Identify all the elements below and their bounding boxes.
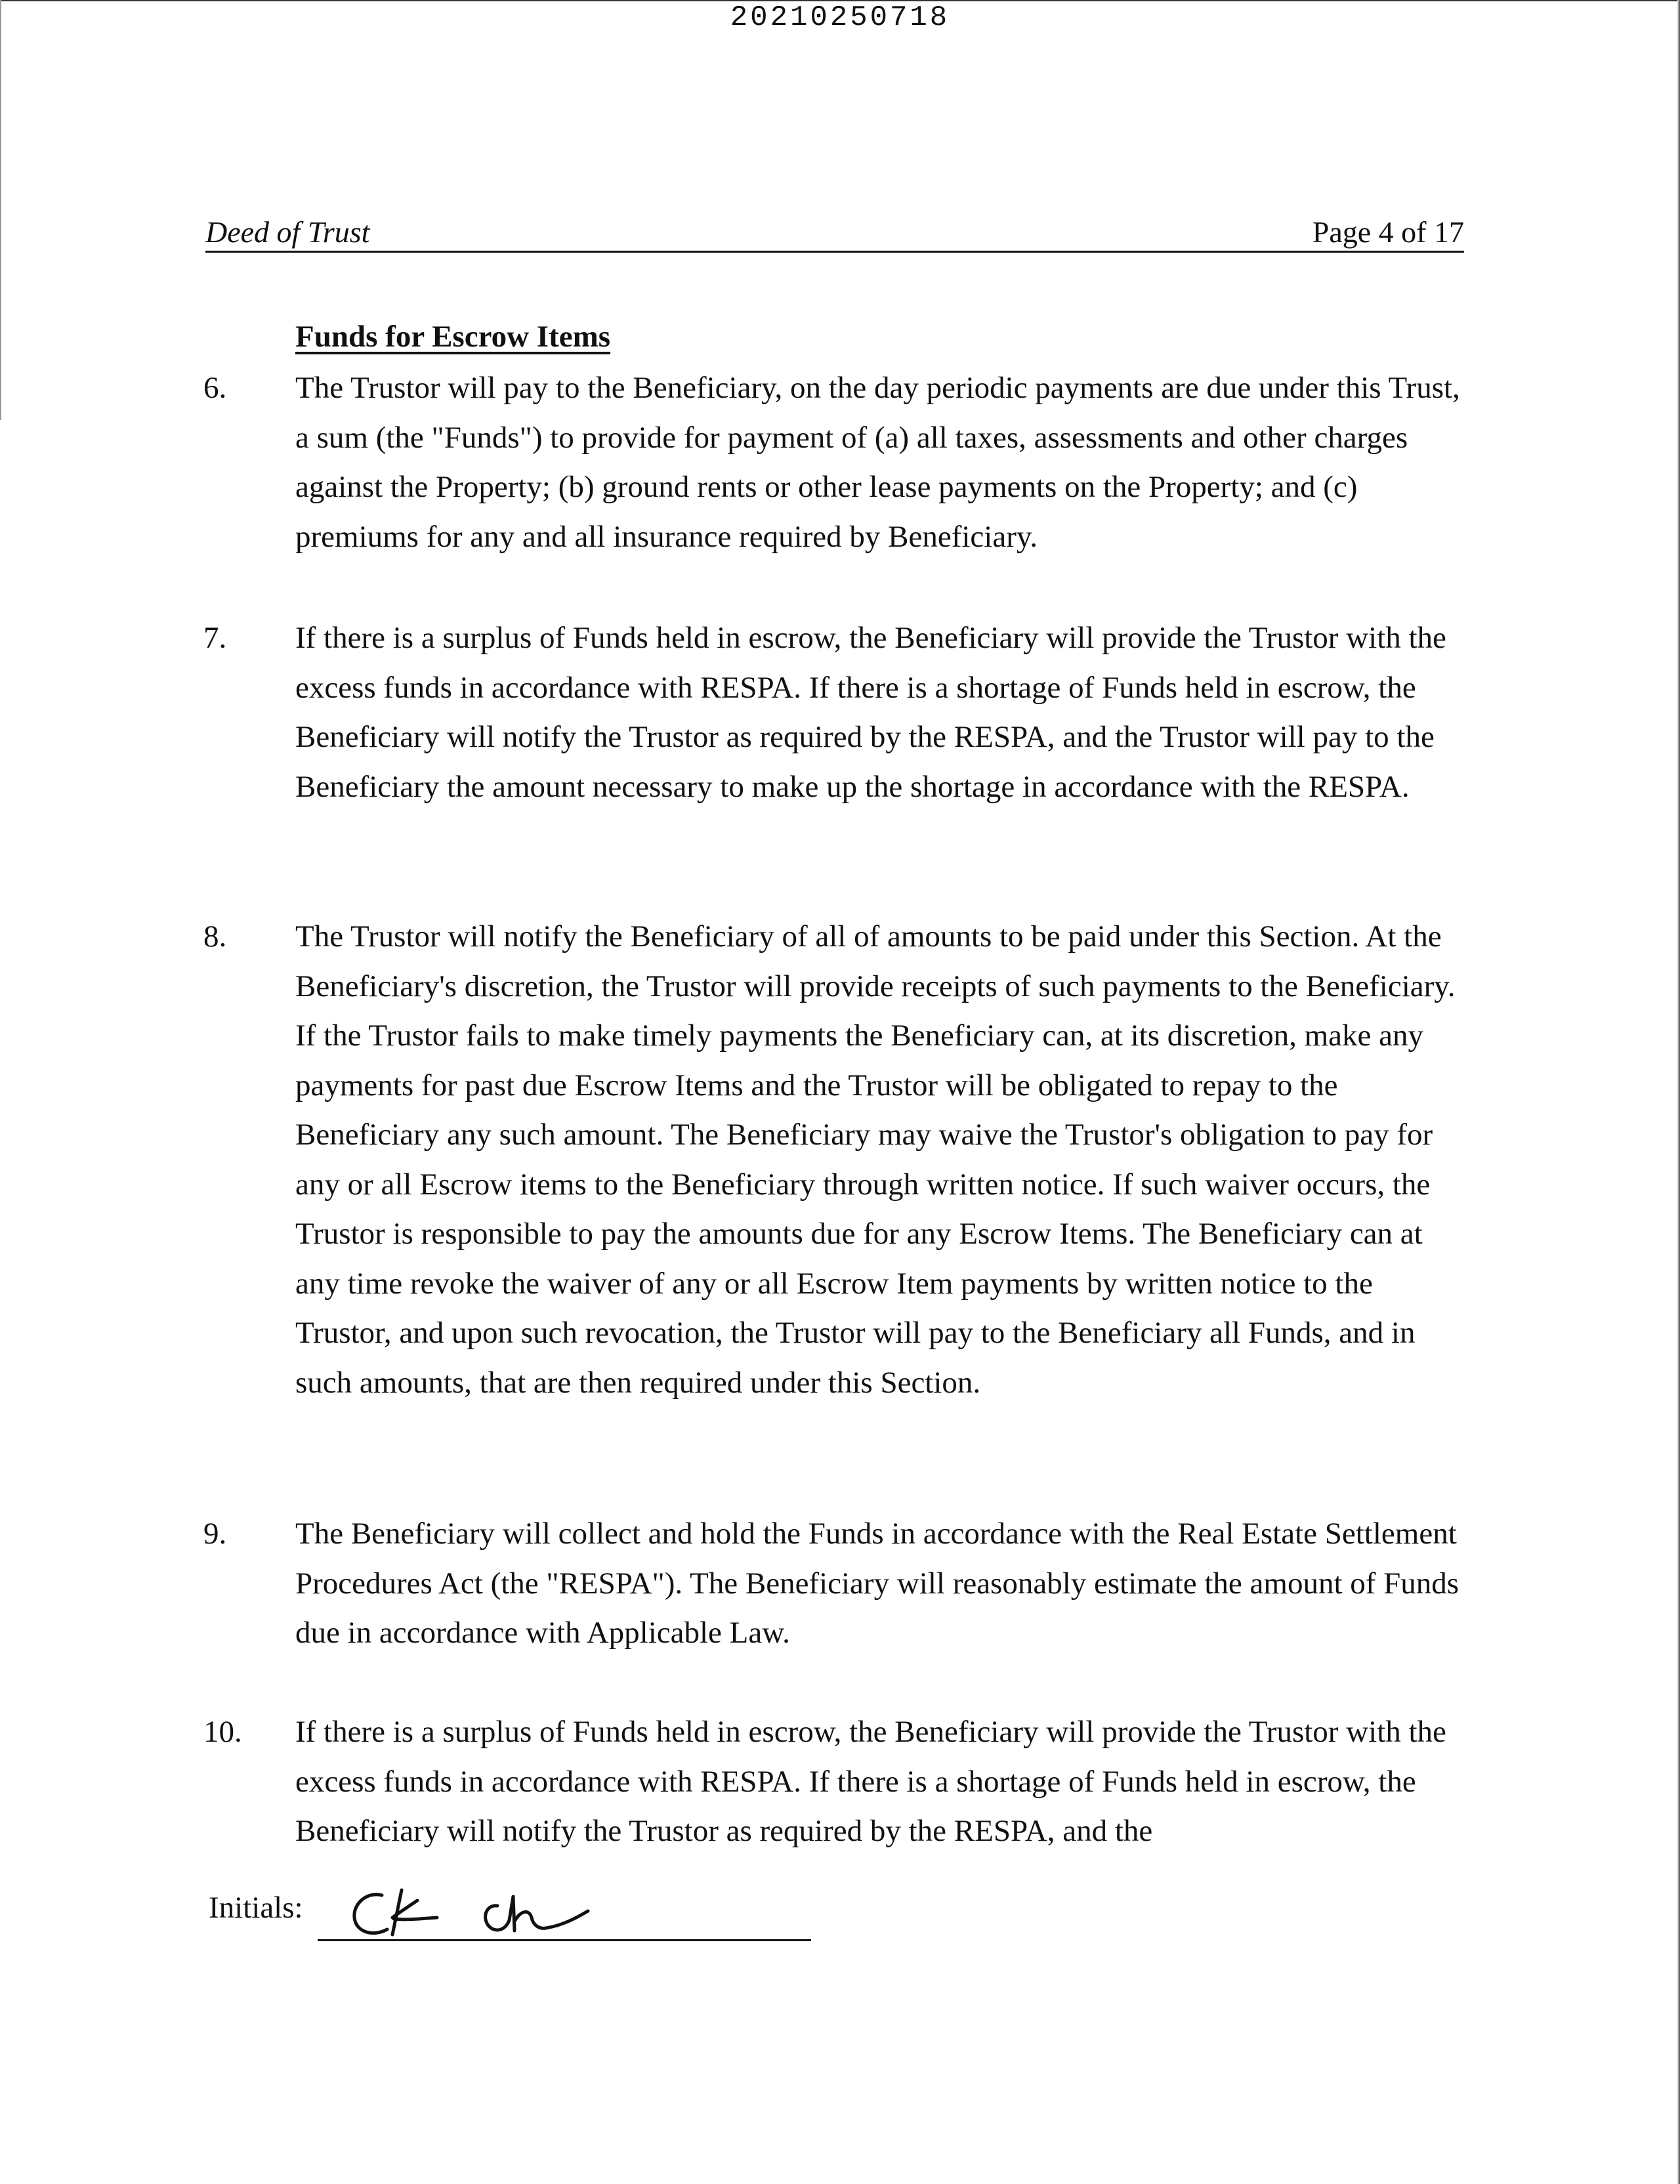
clause-number: 9. [203,1517,227,1551]
clause-number: 10. [203,1715,242,1749]
clause-text: If there is a surplus of Funds held in escrow, the Beneficiary will provide the Trustor with the excess funds in accordance with RESPA. If there is a shortage of Funds held in escrow, the Beneficiary will notify the Trustor as required by the RESPA, and the [295,1715,1446,1848]
page-header [205,211,1464,253]
clause-number: 8. [203,919,227,954]
clause-number: 7. [203,621,227,655]
clause-9 [203,1509,1470,1658]
clause-text: The Trustor will notify the Beneficiary of all of amounts to be paid under this Section. At the Beneficiary's discretion, the Trustor will provide receipts of such payments to the Beneficiary. If the Trustor fails to make timely payments the Beneficiary can, at its discretion, make any payments for past due Escrow Items and the Trustor will be obligated to repay to the Beneficiary any such amount. The Beneficiary may waive the Trustor's obligation to pay for any or all Escrow items to the Beneficiary through written notice. If such waiver occurs, the Trustor is responsible to pay the amounts due for any Escrow Items. The Beneficiary can at any time revoke the waiver of any or all Escrow Item payments by written notice to the Trustor, and upon such revocation, the Trustor will pay to the Beneficiary all Funds, and in such amounts, that are then required under this Section. [295,919,1456,1400]
scan-edge-left [0,0,1,420]
initials-label: Initials: [209,1891,303,1925]
clause-text: If there is a surplus of Funds held in escrow, the Beneficiary will provide the Trustor with the excess funds in accordance with RESPA. If there is a shortage of Funds held in escrow, the Beneficiary will notify the Trustor as required by the RESPA, and the Trustor will pay to the Beneficiary the amount necessary to make up the shortage in accordance with the RESPA. [295,621,1446,804]
clause-text: The Beneficiary will collect and hold the Funds in accordance with the Real Estate Settlement Procedures Act (the "RESPA"). The Beneficiary will reasonably estimate the amount of Funds due in accordance with Applicable Law. [295,1517,1460,1650]
clause-number: 6. [203,371,227,405]
clause-text: The Trustor will pay to the Beneficiary, on the day periodic payments are due under this Trust, a sum (the "Funds") to provide for payment of (a) all taxes, assessments and other charges against the Property; (b) ground rents or other lease payments on the Property; and (c) premiums for any and all insurance required by Beneficiary. [295,371,1460,554]
page-number: Page 4 of 17 [1312,215,1464,249]
handwritten-initials-signature [341,1877,617,1949]
clause-7 [203,614,1470,812]
clause-8 [203,912,1470,1408]
recording-number: 20210250718 [730,1,950,34]
clause-10 [203,1708,1470,1857]
document-title: Deed of Trust [205,215,370,249]
scan-edge-right [1677,0,1680,2184]
clause-6 [203,364,1470,562]
section-heading: Funds for Escrow Items [295,320,611,354]
